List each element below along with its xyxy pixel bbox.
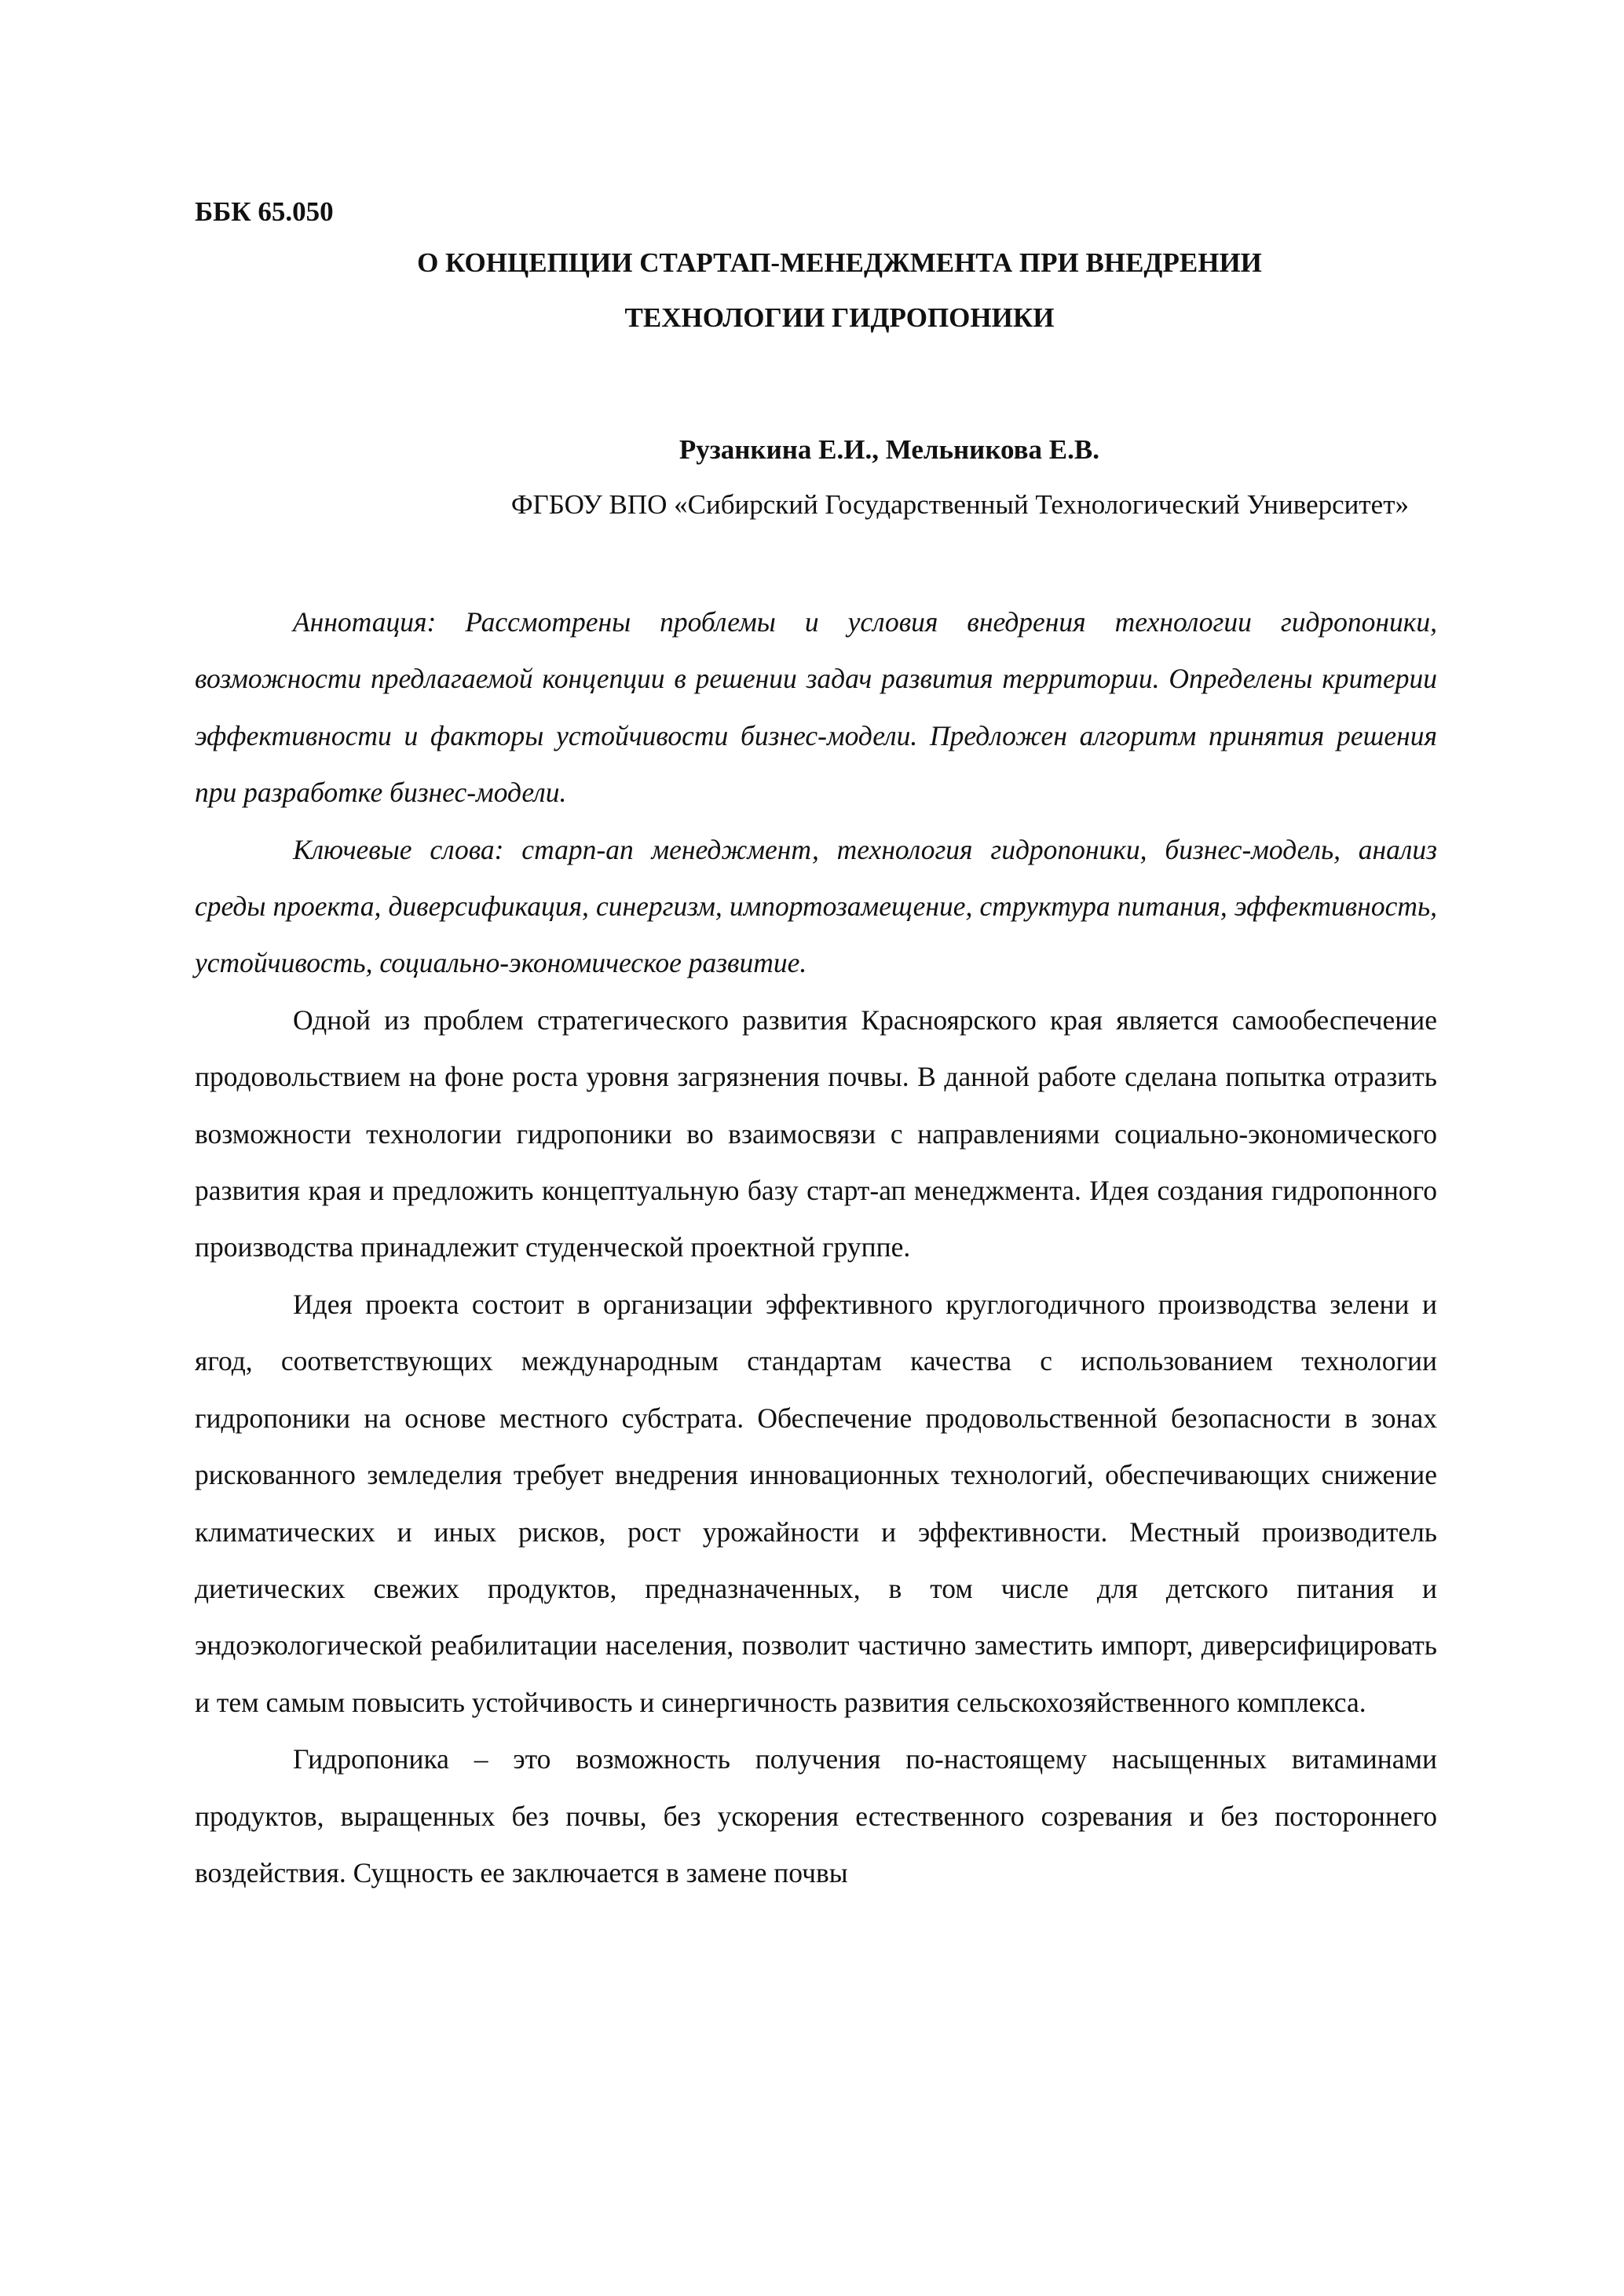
authors: Рузанкина Е.И., Мельникова Е.В.	[678, 434, 1099, 465]
body-paragraph-2: Идея проекта состоит в организации эффективного круглогодичного производства зелени и ягод, соответствующих международным стандартам качества с использованием технологии гидропоники на основе местного субстрата. Обеспечение продовольственной безопасности в зонах рискованного земледелия требует внедрения инновационных технологий, обеспечивающих снижение климатических и иных рисков, рост урожайности и эффективности. Местный производитель диетических свежих продуктов, предназначенных, в том числе для детского питания и эндоэкологической реабилитации населения, позволит частично заместить импорт, диверсифицировать и тем самым повысить устойчивость и синергичность развития сельскохозяйственного комплекса.	[195, 1288, 1437, 1718]
keywords-paragraph: Ключевые слова: старп-ап менеджмент, технология гидропоники, бизнес-модель, анализ среды проекта, диверсификация, синергизм, импортозамещение, структура питания, эффективность, устойчивость, социально-экономическое развитие.	[195, 833, 1437, 979]
body-paragraph-1: Одной из проблем стратегического развития Красноярского края является самообеспечение продовольствием на фоне роста уровня загрязнения почвы. В данной работе сделана попытка отразить возможности технологии гидропоники во взаимосвязи с направлениями социально-экономического развития края и предложить концептуальную базу старт-ап менеджмента. Идея создания гидропонного производства принадлежит студенческой проектной группе.	[195, 1004, 1437, 1263]
body-paragraph-3: Гидропоника – это возможность получения по-настоящему насыщенных витаминами продуктов, выращенных без почвы, без ускорения естественного созревания и без постороннего воздействия. Сущность ее заключается в замене почвы	[195, 1743, 1437, 1888]
abstract-paragraph: Аннотация: Рассмотрены проблемы и условия внедрения технологии гидропоники, возможности предлагаемой концепции в решении задач развития территории. Определены критерии эффективности и факторы устойчивости бизнес-модели. Предложен алгоритм принятия решения при разработке бизнес-модели.	[195, 606, 1437, 809]
paper-title	[195, 236, 1437, 345]
paper-title-line-1: О КОНЦЕПЦИИ СТАРТАП-МЕНЕДЖМЕНТА ПРИ ВНЕДРЕНИИ	[417, 247, 1262, 278]
body-text	[195, 594, 1437, 1901]
udc-code: ББК 65.050	[195, 196, 334, 227]
paper-title-line-2: ТЕХНОЛОГИИ ГИДРОПОНИКИ	[624, 302, 1055, 333]
affiliation: ФГБОУ ВПО «Сибирский Государственный Технологический Университет»	[510, 489, 1409, 520]
document-page	[195, 188, 1437, 1901]
